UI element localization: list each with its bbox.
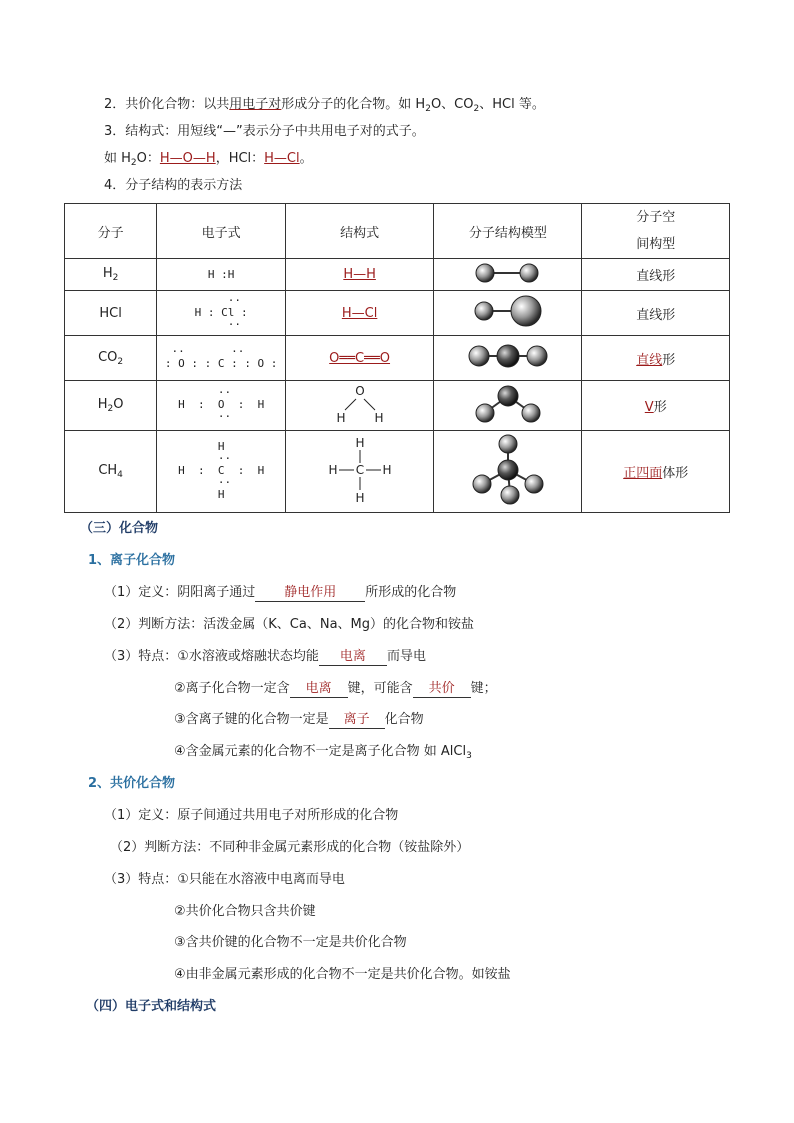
table-row [65, 336, 730, 381]
covalent-feature-1: （3）特点：①只能在水溶液中电离而导电 [104, 872, 345, 887]
section-title-compounds: （三）化合物 [80, 521, 159, 536]
ch4-model-icon [468, 432, 548, 508]
geometry: 正四面体形 [582, 431, 730, 513]
h2o-model-icon [468, 382, 548, 426]
ionic-feature-1: （3）特点：①水溶液或熔融状态均能 电离 而导电 [104, 649, 426, 664]
molecule-name: HCl [65, 291, 157, 336]
co2-model-icon [463, 341, 553, 371]
molecule-model [434, 291, 582, 336]
molecule-model [434, 259, 582, 291]
header-structural-formula: 结构式 [286, 204, 434, 259]
h2-model-icon [468, 260, 548, 286]
molecule-name: $H_2O$ [65, 381, 157, 431]
table-row [65, 259, 730, 291]
covalent-feature-3: ③含共价键的化合物不一定是共价化合物 [174, 935, 407, 950]
electron-formula: ·· ·· : O : : C : : O : [157, 336, 286, 381]
intro-line-methods: 4．分子结构的表示方法 [104, 178, 243, 193]
hcl-model-icon [468, 292, 548, 330]
svg-text:H: H [328, 462, 338, 477]
structural-formula [286, 431, 434, 513]
svg-text:H: H [374, 410, 384, 425]
table-row [65, 431, 730, 513]
h2o-structural-formula [325, 382, 395, 426]
intro-line-structural: 3．结构式：用短线“—”表示分子中共用电子对的式子。 [104, 124, 425, 139]
geometry: V形 [582, 381, 730, 431]
electron-formula: ·· H : O : H ·· [157, 381, 286, 431]
geometry: 直线形 [582, 291, 730, 336]
section-title-electron-structural: （四）电子式和结构式 [86, 999, 217, 1014]
header-geometry: 分子空 间构型 [582, 204, 730, 259]
ionic-feature-4: ④含金属元素的化合物不一定是离子化合物 如 AlCl$_3$ [174, 744, 472, 761]
intro-line-covalent: 2．共价化合物：以共用电子对形成分子的化合物。如 $H_2O$、$CO_2$、HCl 等。 [104, 97, 545, 114]
geometry: 直线形 [582, 336, 730, 381]
intro-line-example: 如 $H_2O$：H—O—H，HCl：H—Cl。 [104, 151, 313, 168]
structural-formula: H—H [286, 259, 434, 291]
subsection-ionic-compounds: 1、离子化合物 [88, 553, 176, 568]
molecule-name: $H_2$ [65, 259, 157, 291]
molecule-structure-table [64, 203, 730, 513]
header-model: 分子结构模型 [434, 204, 582, 259]
ionic-feature-3: ③含离子键的化合物一定是 离子 化合物 [174, 712, 424, 727]
svg-text:C: C [355, 462, 364, 477]
svg-text:H: H [355, 490, 365, 505]
subsection-covalent-compounds: 2、共价化合物 [88, 776, 176, 791]
table-header-row [65, 204, 730, 259]
svg-text:H: H [336, 410, 346, 425]
molecule-model [434, 336, 582, 381]
header-electron-formula: 电子式 [157, 204, 286, 259]
geometry: 直线形 [582, 259, 730, 291]
covalent-judgment: （2）判断方法：不同种非金属元素形成的化合物（铵盐除外） [110, 840, 470, 855]
table-row [65, 291, 730, 336]
covalent-feature-2: ②共价化合物只含共价键 [174, 904, 316, 919]
table-row [65, 381, 730, 431]
structural-formula: O══C══O [286, 336, 434, 381]
electron-formula: H ·· H : C : H ·· H [157, 431, 286, 513]
molecule-model [434, 431, 582, 513]
ch4-structural-formula [325, 435, 395, 505]
electron-formula: ·· H : Cl : ·· [157, 291, 286, 336]
molecule-name: $CO_2$ [65, 336, 157, 381]
structural-formula [286, 381, 434, 431]
covalent-feature-4: ④由非金属元素形成的化合物不一定是共价化合物。如铵盐 [174, 967, 511, 982]
ionic-definition: （1）定义：阴阳离子通过 静电作用 所形成的化合物 [104, 585, 457, 600]
header-molecule: 分子 [65, 204, 157, 259]
ionic-feature-2: ②离子化合物一定含 电离 键，可能含 共价 键； [174, 681, 497, 696]
molecule-name: $CH_4$ [65, 431, 157, 513]
covalent-definition: （1）定义：原子间通过共用电子对所形成的化合物 [104, 808, 399, 823]
structural-formula: H—Cl [286, 291, 434, 336]
molecule-model [434, 381, 582, 431]
svg-text:H: H [382, 462, 392, 477]
svg-text:O: O [354, 383, 365, 398]
svg-text:H: H [355, 435, 365, 450]
ionic-judgment: （2）判断方法：活泼金属（K、Ca、Na、Mg）的化合物和铵盐 [104, 617, 474, 632]
electron-formula: H :H [157, 259, 286, 291]
